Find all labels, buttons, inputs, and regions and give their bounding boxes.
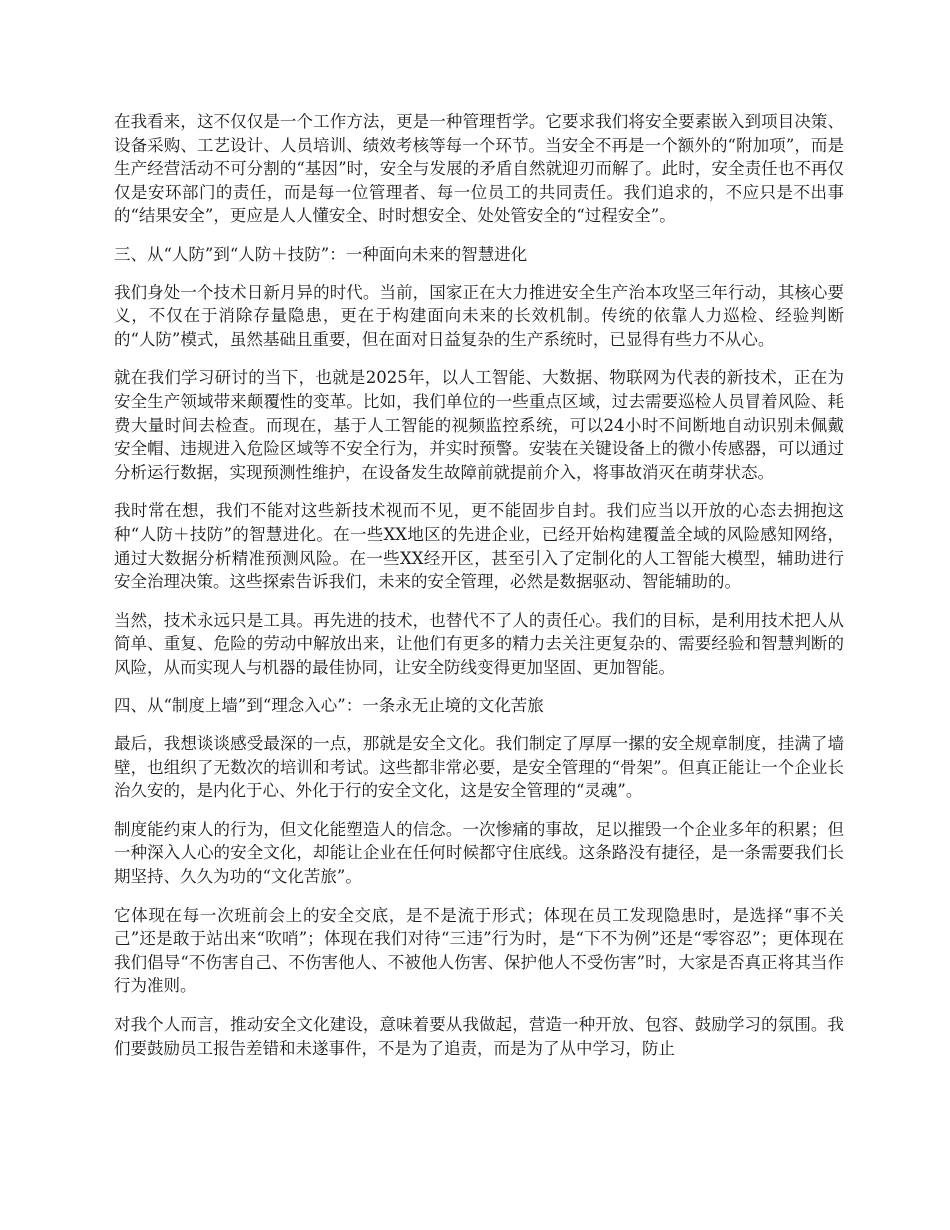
section-heading-3: 三、从“人防”到“人防＋技防”：一种面向未来的智慧进化 <box>114 244 528 264</box>
document-body <box>114 110 844 1075</box>
paragraph-culture-examples: 它体现在每一次班前会上的安全交底，是不是流于形式；体现在员工发现隐患时，是选择“事不关己”还是敢于站出来“吹哨”；体现在我们对待“三违”行为时，是“下不为例”还是“零容忍”；更体现在我们倡导“不伤害自己、不伤害他人、不被他人伤害、保护他人不受伤害”时，大家是否真正将其当作行为准则。 <box>114 905 844 996</box>
paragraph-management-philosophy: 在我看来，这不仅仅是一个工作方法，更是一种管理哲学。它要求我们将安全要素嵌入到项目决策、设备采购、工艺设计、人员培训、绩效考核等每一个环节。当安全不再是一个额外的“附加项”，而是生产经营活动不可分割的“基因”时，安全与发展的矛盾自然就迎刃而解了。此时，安全责任也不再仅仅是安环部门的责任，而是每一位管理者、每一位员工的共同责任。我们追求的，不应只是不出事的“结果安全”，更应是人人懂安全、时时想安全、处处管安全的“过程安全”。 <box>114 112 844 226</box>
paragraph-safety-culture: 最后，我想谈谈感受最深的一点，那就是安全文化。我们制定了厚厚一摞的安全规章制度，挂满了墙壁，也组织了无数次的培训和考试。这些都非常必要，是安全管理的“骨架”。但真正能让一个企业长治久安的，是内化于心、外化于行的安全文化，这是安全管理的“灵魂”。 <box>114 734 844 801</box>
paragraph-tech-era: 我们身处一个技术日新月异的时代。当前，国家正在大力推进安全生产治本攻坚三年行动，其核心要义，不仅在于消除存量隐患，更在于构建面向未来的长效机制。传统的依靠人力巡检、经验判断的“人防”模式，虽然基础且重要，但在面对日益复杂的生产系统时，已显得有些力不从心。 <box>114 282 844 349</box>
paragraph-new-technology: 就在我们学习研讨的当下，也就是2025年，以人工智能、大数据、物联网为代表的新技术，正在为安全生产领域带来颠覆性的变革。比如，我们单位的一些重点区域，过去需要巡检人员冒着风险、耗费大量时间去检查。而现在，基于人工智能的视频监控系统，可以24小时不间断地自动识别未佩戴安全帽、违规进入危险区域等不安全行为，并实时预警。安装在关键设备上的微小传感器，可以通过分析运行数据，实现预测性维护，在设备发生故障前就提前介入，将事故消灭在萌芽状态。 <box>114 368 844 482</box>
paragraph-culture-belief: 制度能约束人的行为，但文化能塑造人的信念。一次惨痛的事故，足以摧毁一个企业多年的积累；但一种深入人心的安全文化，却能让企业在任何时候都守住底线。这条路没有捷径，是一条需要我们长期坚持、久久为功的“文化苦旅”。 <box>114 819 844 887</box>
section-heading-4: 四、从“制度上墙”到“理念入心”：一条永无止境的文化苦旅 <box>114 696 544 716</box>
paragraph-personal-view: 对我个人而言，推动安全文化建设，意味着要从我做起，营造一种开放、包容、鼓励学习的氛围。我们要鼓励员工报告差错和未遂事件，不是为了追责，而是为了从中学习，防止 <box>114 1015 844 1058</box>
paragraph-tech-is-tool: 当然，技术永远只是工具。再先进的技术，也替代不了人的责任心。我们的目标，是利用技术把人从简单、重复、危险的劳动中解放出来，让他们有更多的精力去关注更复杂的、需要经验和智慧判断的风险，从而实现人与机器的最佳协同，让安全防线变得更加坚固、更加智能。 <box>114 610 844 677</box>
paragraph-embrace-tech: 我时常在想，我们不能对这些新技术视而不见，更不能固步自封。我们应当以开放的心态去拥抱这种“人防＋技防”的智慧进化。在一些XX地区的先进企业，已经开始构建覆盖全域的风险感知网络，通过大数据分析精准预测风险。在一些XX经开区，甚至引入了定制化的人工智能大模型，辅助进行安全治理决策。这些探索告诉我们，未来的安全管理，必然是数据驱动、智能辅助的。 <box>114 501 844 592</box>
